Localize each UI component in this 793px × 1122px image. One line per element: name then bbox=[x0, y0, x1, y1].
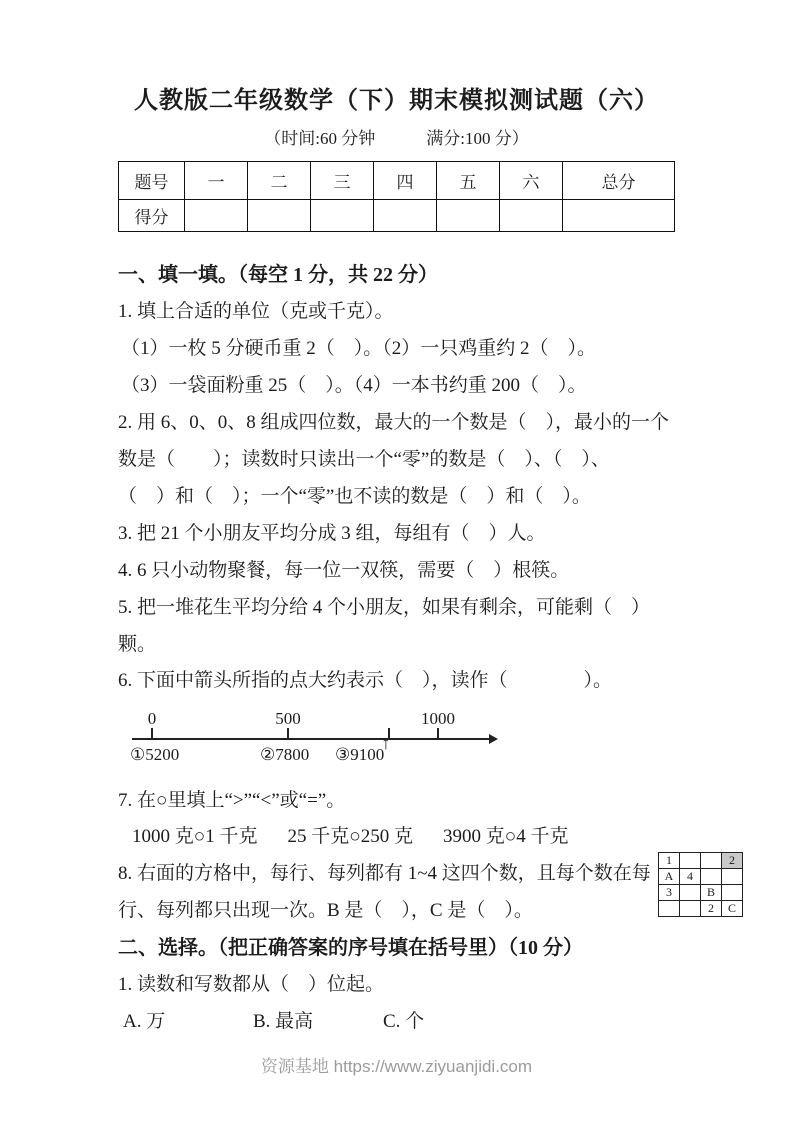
score-table bbox=[118, 161, 675, 232]
question-8-line-2: 行、每列都只出现一次。B 是（ ），C 是（ ）。 bbox=[118, 900, 533, 921]
number-line-figure bbox=[118, 698, 678, 783]
axis-arrowhead-icon bbox=[489, 734, 498, 744]
grid-row bbox=[659, 853, 743, 869]
question-7-items bbox=[118, 818, 680, 855]
question-4: 4. 6 只小动物聚餐，每一位一双筷，需要（ ）根筷。 bbox=[118, 560, 570, 581]
grid-cell: 4 bbox=[680, 869, 701, 885]
grid-cell: A bbox=[659, 869, 680, 885]
page-title: 人教版二年级数学（下）期末模拟测试题（六） bbox=[134, 88, 659, 114]
axis-tick bbox=[437, 728, 439, 739]
compare-item-2: 25 千克○250 克 bbox=[287, 826, 413, 847]
score-empty-cell bbox=[374, 200, 437, 232]
question-2-line-2: 数是（ ）；读数时只读出一个“零”的数是（ ）、（ ）、 bbox=[118, 449, 610, 470]
question-6: 6. 下面中箭头所指的点大约表示（ ），读作（ ）。 bbox=[118, 670, 613, 691]
question-2-line-1: 2. 用 6、0、0、8 组成四位数，最大的一个数是（ ），最小的一个 bbox=[118, 412, 670, 433]
score-table-header-cell: 二 bbox=[248, 162, 311, 200]
section-two-heading: 二、选择。（把正确答案的序号填在括号里）（10 分） bbox=[118, 936, 583, 959]
axis-label-0: 0 bbox=[147, 709, 157, 728]
score-empty-cell bbox=[311, 200, 374, 232]
choice-option-c: C. 个 bbox=[383, 1011, 425, 1032]
grid-row bbox=[659, 869, 743, 885]
score-table-header-cell: 六 bbox=[500, 162, 563, 200]
watermark-text: 资源基地 https://www.ziyuanjidi.com bbox=[260, 1057, 533, 1076]
compare-item-1: 1000 克○1 千克 bbox=[132, 826, 258, 847]
axis-label-500: 500 bbox=[275, 709, 301, 728]
choice-option-a: A. 万 bbox=[123, 1011, 166, 1032]
point-option-1: ①5200 bbox=[130, 745, 180, 764]
grid-cell bbox=[701, 869, 722, 885]
grid-cell: 2 bbox=[701, 901, 722, 917]
question-7-intro: 7. 在○里填上“>”“<”或“=”。 bbox=[118, 790, 346, 811]
score-table-value-row bbox=[119, 200, 675, 232]
choice-option-b: B. 最高 bbox=[253, 1011, 314, 1032]
grid-cell bbox=[680, 853, 701, 869]
score-table-header-cell: 总分 bbox=[563, 162, 675, 200]
grid-cell: B bbox=[701, 885, 722, 901]
grid-cell bbox=[701, 853, 722, 869]
page-subtitle: （时间:60 分钟 满分:100 分） bbox=[264, 129, 529, 148]
score-table-header-row bbox=[119, 162, 675, 200]
question-1-intro: 1. 填上合适的单位（克或千克）。 bbox=[118, 301, 394, 322]
grid-cell: 3 bbox=[659, 885, 680, 901]
score-table-header-cell: 五 bbox=[437, 162, 500, 200]
score-empty-cell bbox=[185, 200, 248, 232]
question-1-line-1: （1）一枚 5 分硬币重 2（ ）。（2）一只鸡重约 2（ ）。 bbox=[121, 338, 597, 359]
question-1-line-2: （3）一袋面粉重 25（ ）。（4）一本书约重 200（ ）。 bbox=[121, 375, 587, 396]
grid-cell bbox=[722, 885, 743, 901]
score-empty-cell bbox=[500, 200, 563, 232]
score-empty-cell bbox=[437, 200, 500, 232]
grid-cell: C bbox=[722, 901, 743, 917]
score-empty-cell bbox=[563, 200, 675, 232]
number-puzzle-grid bbox=[658, 852, 743, 917]
grid-row bbox=[659, 901, 743, 917]
choice-options-row bbox=[118, 1003, 680, 1040]
axis-label-1000: 1000 bbox=[421, 709, 455, 728]
point-option-2: ②7800 bbox=[260, 745, 310, 764]
grid-cell bbox=[680, 901, 701, 917]
question-5-line-1: 5. 把一堆花生平均分给 4 个小朋友，如果有剩余，可能剩（ ） bbox=[118, 597, 651, 618]
grid-cell bbox=[659, 901, 680, 917]
score-empty-cell bbox=[248, 200, 311, 232]
score-table-header-cell: 一 bbox=[185, 162, 248, 200]
score-table-header-cell: 四 bbox=[374, 162, 437, 200]
question-3: 3. 把 21 个小朋友平均分成 3 组，每组有（ ）人。 bbox=[118, 523, 546, 544]
grid-cell: 2 bbox=[722, 853, 743, 869]
up-arrow-icon: ↑ bbox=[381, 733, 391, 754]
section-one-heading: 一、填一填。（每空 1 分，共 22 分） bbox=[118, 263, 438, 286]
point-option-3: ③9100 bbox=[335, 745, 385, 764]
choice-question-1: 1. 读数和写数都从（ ）位起。 bbox=[118, 974, 385, 995]
grid-cell bbox=[680, 885, 701, 901]
question-2-line-3: （ ）和（ ）；一个“零”也不读的数是（ ）和（ ）。 bbox=[118, 486, 591, 507]
score-label-cell: 得分 bbox=[119, 200, 185, 232]
grid-row bbox=[659, 885, 743, 901]
axis-tick bbox=[151, 728, 153, 739]
axis-tick bbox=[287, 728, 289, 739]
grid-cell bbox=[722, 869, 743, 885]
question-5-line-2: 颗。 bbox=[118, 634, 157, 655]
question-8-line-1: 8. 右面的方格中，每行、每列都有 1~4 这四个数，且每个数在每 bbox=[118, 863, 651, 884]
test-body bbox=[118, 256, 680, 1040]
score-table-header-cell: 三 bbox=[311, 162, 374, 200]
grid-cell: 1 bbox=[659, 853, 680, 869]
compare-item-3: 3900 克○4 千克 bbox=[442, 826, 569, 847]
score-table-header-cell: 题号 bbox=[119, 162, 185, 200]
